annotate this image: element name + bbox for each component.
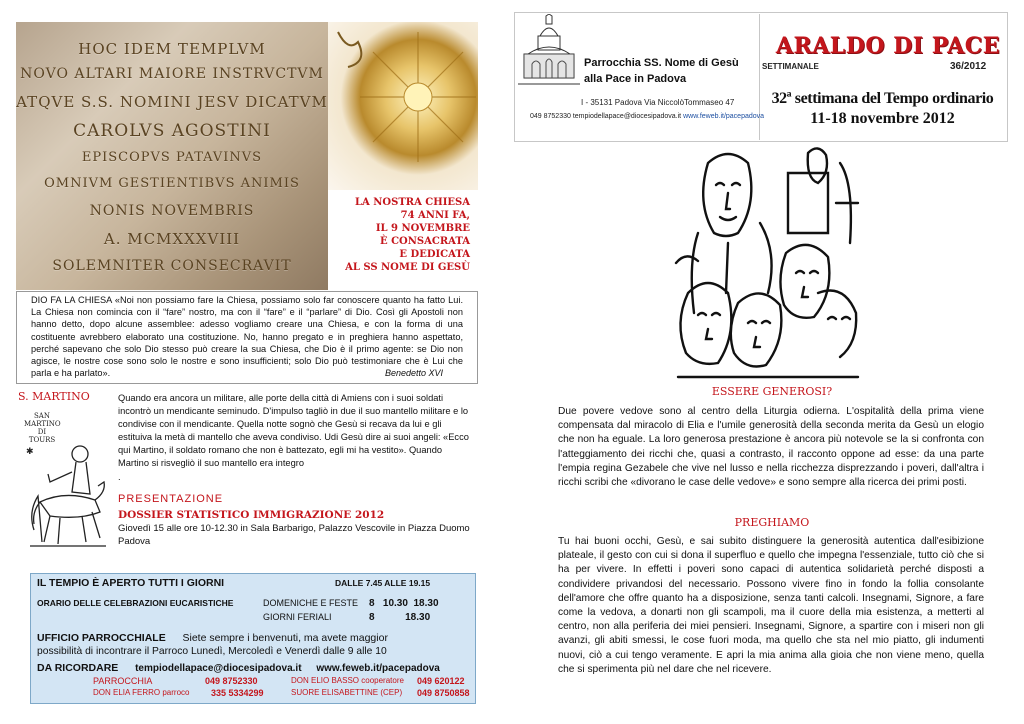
weekday-label: GIORNI FERIALI [263, 612, 332, 622]
issue-number: 36/2012 [950, 61, 987, 72]
plaque-line: CAROLVS AGOSTINI [73, 121, 271, 141]
martino-text [118, 392, 470, 484]
elia-label: DON ELIA FERRO parroco [93, 688, 190, 697]
office-text-2: possibilità di incontrare il Parroco Lunedì, Mercoledì e Venerdì dalle 9 alle 10 [37, 646, 387, 657]
open-label: IL TEMPIO È APERTO TUTTI I GIORNI [37, 577, 225, 589]
quote-box [16, 291, 478, 384]
weekday-times: 8 18.30 [369, 612, 431, 623]
email-link[interactable]: tempiodellapace@diocesipadova.it [135, 663, 302, 674]
svg-text:✱: ✱ [26, 447, 34, 457]
widows-offering-illustration [668, 143, 862, 383]
parish-address: I - 35131 Padova Via NiccolòTommaseo 47 [581, 98, 735, 107]
elia-phone: 335 5334299 [211, 688, 264, 698]
suore-label: SUORE ELISABETTINE (CEP) [291, 688, 403, 697]
opening-row [37, 577, 431, 589]
drawing-label [24, 412, 60, 444]
parish-label: PARROCCHIA [93, 676, 153, 686]
martino-end: . [118, 471, 121, 482]
contact-email[interactable]: tempiodellapace@diocesipadova.it [572, 113, 682, 120]
parish-name-line1: Parrocchia SS. Nome di Gesù [584, 57, 739, 69]
plaque-line: HOC IDEM TEMPLVM [78, 40, 266, 58]
saint-martin-drawing [20, 412, 110, 562]
drawing-label-line: MARTINO [24, 420, 61, 428]
remember-row [37, 662, 440, 674]
schedule-row [37, 598, 439, 609]
plaque-line: EPISCOPVS PATAVINVS [81, 150, 263, 165]
drawing-label-line: TOURS [28, 436, 56, 444]
elio-phone: 049 620122 [417, 676, 465, 686]
remember-label: DA RICORDARE [37, 662, 119, 674]
note-line: AL SS NOME DI GESÙ [345, 262, 470, 273]
martino-title: S. MARTINO [18, 390, 90, 403]
sunday-times: 8 10.30 18.30 [369, 598, 439, 609]
quote-text: DIO FA LA CHIESA «Noi non possiamo fare la Chiesa, possiamo solo far conoscere quanto ha fatto Lui. La Chiesa non comincia con il “fare” nostro, ma con il “fare” e il “parlare” di Dio. Così gli Apostoli non hanno detto, dopo alcune assemblee: adesso vogliamo creare una Chiesa, e con la forma di una costituente avrebbero elaborato una costituzione. No, hanno pregato e in preghiera hanno aspettato, perché sapevano che solo Dio stesso può creare la sua Chiesa, che Dio è il primo agente: se Dio non agisce, le nostre cose sono solo le nostre e sono insufficienti; solo Dio può testimoniare che è Lui che parla e ha parlato». [31, 295, 463, 379]
open-hours: DALLE 7.45 ALLE 19.15 [335, 578, 431, 588]
drawing-label-line: SAN [34, 412, 50, 420]
consecration-note [330, 196, 470, 274]
newsletter-frequency: SETTIMANALE [762, 62, 819, 71]
note-line: LA NOSTRA CHIESA [354, 197, 470, 208]
presentation-text: Giovedì 15 alle ore 10-12.30 in Sala Barbarigo, Palazzo Vescovile in Piazza Duomo Padova [118, 523, 470, 547]
plaque-line: OMNIVM GESTIENTIBVS ANIMIS [44, 176, 300, 191]
contact-web[interactable]: www.feweb.it/pacepadova [683, 113, 765, 120]
liturgical-week: 32ª settimana del Tempo ordinario [771, 90, 994, 107]
office-label: UFFICIO PARROCCHIALE [37, 632, 166, 644]
note-line: IL 9 NOVEMBRE [375, 223, 470, 234]
contact-phone: 049 8752330 [530, 113, 571, 120]
article-text: Due povere vedove sono al centro della Liturgia odierna. L'ospitalità della prima viene compensata dal miracolo di Elia e l'umile generosità della seconda merita da Gesù un elogio che non ha eguale. La loro generosa prestazione è ancora più notevole se la si confronta con l'atteggiamento dei ricchi che, quasi a contrasto, il racconto oppone ad esse: da una parte l'empia regina Gezabele che vive nel lusso e nella ricchezza disprezzando i poveri, dall'altra i ricchi scribi che «divorano le case delle vedove» e sono sempre alla ricerca dei primi posti. [558, 406, 984, 489]
prayer-text: Tu hai buoni occhi, Gesù, e sai subito distinguere la generosità autentica dall'esibizione plateale, il gesto con cui si dona il superfluo e quello che impegna l'essenziale, tutto ciò che si ha per vivere. In effetti i poveri sono capaci di autentica solidarietà perché disposti a condividere privandosi del necessario. Possono vivere fino in fondo la follia consolante dell'amore che offre quanto ha a disposizione, senza tanti calcoli. Insegnami, Signore, a fare come la vedova, a donarti non gli scampoli, ma il cuore della mia esistenza, a metterti al centro, non alla periferia dei miei pensieri. Insegnami, Signore, a spartire con i miseri non gli avanzi, gli abiti smessi, le cose fuori moda, ma quello che sta nel mio piatto, gli indumenti nuovi, ciò a cui tengo veramente. E apri la mia anima alla gioia che non viene meno, quella che si sperimenta più nel dare che nel ricevere. [558, 536, 984, 675]
note-line: E DEDICATA [399, 249, 470, 260]
plaque-line: NONIS NOVEMBRIS [89, 203, 255, 219]
suore-phone: 049 8750858 [417, 688, 470, 698]
drawing-label-line: DI [37, 428, 47, 436]
elio-label: DON ELIO BASSO cooperatore [291, 676, 404, 685]
article-title: ESSERE GENEROSI? [711, 385, 833, 398]
parish-name-line2: alla Pace in Padova [584, 73, 687, 85]
church-building-icon [518, 14, 580, 90]
web-link[interactable]: www.feweb.it/pacepadova [316, 663, 440, 674]
prayer-title: PREGHIAMO [734, 516, 810, 529]
note-line: 74 ANNI FA, [400, 210, 470, 221]
plaque-line: SOLEMNITER CONSECRAVIT [52, 258, 292, 274]
plaque-line: ATQVE S.S. NOMINI JESV DICATVM [16, 93, 328, 111]
parish-phone: 049 8752330 [205, 676, 258, 686]
altar-sunburst-photo [328, 22, 478, 190]
schedule-label: ORARIO DELLE CELEBRAZIONI EUCARISTICHE [37, 598, 234, 608]
sunday-label: DOMENICHE E FESTE [263, 598, 359, 608]
issue-dates: 11-18 novembre 2012 [810, 110, 955, 127]
note-line: È CONSACRATA [379, 236, 470, 247]
parish-info-box [30, 573, 476, 704]
plaque-line: A. MCMXXXVIII [103, 230, 241, 248]
parish-contacts [530, 113, 764, 120]
martino-body: Quando era ancora un militare, alle porte della città di Amiens con i suoi soldati incontrò un mendicante seminudo. D'impulso tagliò in due il suo mantello militare e lo condivise con il mendicante. Quella notte sognò che Gesù si recava da lui e gli estituiva la metà di mantello che aveva condiviso. Udi Gesù dire ai suoi angeli: «Ecco qui Martino, il soldato romano che non è battezato, egli mi ha vestito». Quando Martino si risvegliò il suo mantello era integro [118, 393, 469, 469]
presentation-heading: PRESENTAZIONE [118, 493, 224, 505]
presentation-title: DOSSIER STATISTICO IMMIGRAZIONE 2012 [118, 509, 385, 521]
office-row [37, 632, 388, 644]
quote-signature: Benedetto XVI [384, 368, 443, 378]
office-text-1: Siete sempre i benvenuti, ma avete maggior [182, 632, 388, 644]
plaque-line: NOVO ALTARI MAIORE INSTRVCTVM [20, 66, 324, 82]
dedication-plaque-photo [16, 22, 328, 290]
sunburst-graphic [328, 22, 478, 190]
newsletter-title: ARALDO DI PACE [775, 33, 1000, 59]
parish-name [584, 55, 739, 87]
